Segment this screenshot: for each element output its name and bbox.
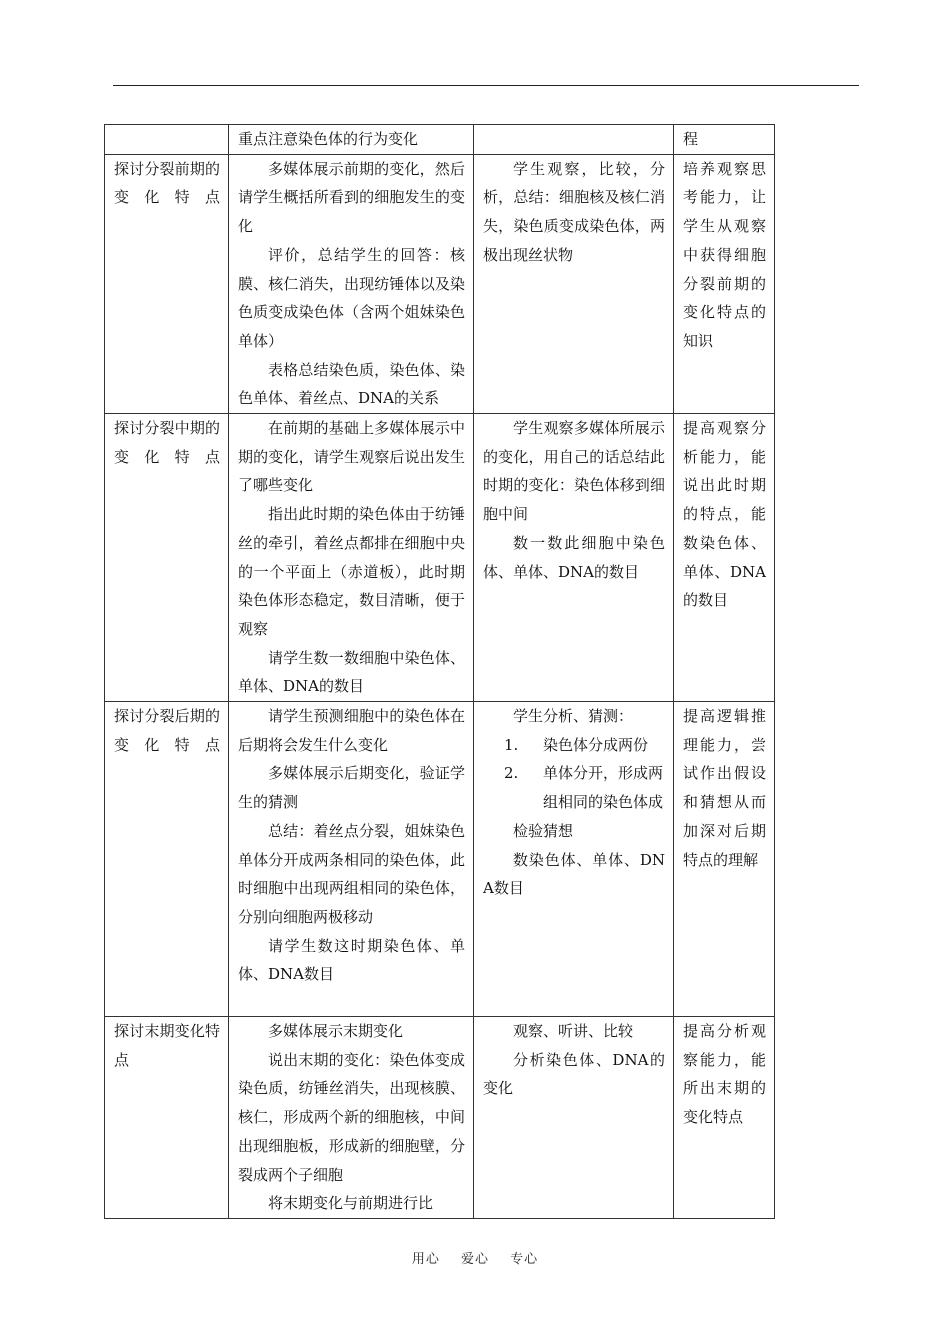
student-activity-cell [474, 1017, 674, 1219]
teacher-activity-text: 请学生数一数细胞中染色体、单体、DNA的数目 [238, 648, 465, 696]
design-intent-cell [674, 154, 775, 413]
stage-label: 探讨分裂中期的变化特点 [114, 419, 220, 466]
stage-cell [105, 154, 229, 413]
student-activity-cell [474, 154, 674, 413]
list-text: 单体分开，形成两组相同的染色体成 [543, 764, 664, 812]
teacher-activity-text: 总结：着丝点分裂，姐妹染色单体分开成两条相同的染色体，此时细胞中出现两组相同的染色体，分别向细胞两极移动 [238, 821, 465, 926]
table-row [105, 1017, 775, 1219]
design-intent-cell [674, 702, 775, 1017]
student-activity-text: 数染色体、单体、DNA数目 [483, 850, 665, 898]
teacher-activity-text: 将末期变化与前期进行比 [268, 1194, 434, 1213]
student-activity-text: 学生观察多媒体所展示的变化，用自己的话总结此时期的变化：染色体移到细胞中间 [483, 419, 665, 524]
stage-cell [105, 1017, 229, 1219]
list-item [483, 759, 665, 816]
teacher-activity-cell [229, 1017, 474, 1219]
teacher-activity-cell [229, 154, 474, 413]
student-activity-text: 观察、听讲、比较 [513, 1022, 634, 1041]
list-text: 染色体分成两份 [543, 735, 649, 754]
teacher-activity-text: 请学生预测细胞中的染色体在后期将会发生什么变化 [238, 707, 465, 754]
student-activity-text: 检验猜想 [513, 821, 574, 840]
list-number: 1. [504, 735, 519, 754]
page-footer [0, 1248, 950, 1267]
footer-text: 用心 [411, 1252, 440, 1267]
design-intent-text: 提高观察分析能力，能说出此时期的特点，能数染色体、单体、DNA的数目 [683, 419, 766, 610]
list-item [483, 731, 665, 760]
design-intent-cell [674, 125, 775, 155]
teacher-activity-text: 多媒体展示后期变化，验证学生的猜测 [238, 764, 465, 812]
table-row [105, 414, 775, 702]
design-intent-text: 程 [683, 130, 699, 148]
list-number: 2. [504, 764, 519, 783]
stage-cell [105, 702, 229, 1017]
teacher-activity-text: 评价，总结学生的回答：核膜、核仁消失，出现纺锤体以及染色质变成染色体（含两个姐妹染色单体） [238, 245, 465, 350]
student-activity-cell [474, 414, 674, 702]
footer-text: 专心 [510, 1252, 539, 1267]
stage-label: 探讨末期变化特点 [114, 1022, 220, 1069]
table-row [105, 154, 775, 413]
teacher-activity-cell [229, 702, 474, 1017]
student-activity-text: 学生观察，比较，分析，总结：细胞核及核仁消失，染色质变成染色体，两极出现丝状物 [483, 159, 665, 264]
footer-text: 爱心 [460, 1252, 489, 1267]
stage-cell [105, 125, 229, 155]
design-intent-cell [674, 414, 775, 702]
teacher-activity-text: 在前期的基础上多媒体展示中期的变化，请学生观察后说出发生了哪些变化 [238, 419, 465, 495]
teacher-activity-text: 重点注意染色体的行为变化 [238, 130, 419, 148]
table-row [105, 125, 775, 155]
teacher-activity-cell [229, 414, 474, 702]
student-activity-text: 分析染色体、DNA的变化 [483, 1050, 665, 1098]
teacher-activity-text: 请学生数这时期染色体、单体、DNA数目 [238, 936, 465, 984]
design-intent-text: 提高逻辑推理能力，尝试作出假设和猜想从而加深对后期特点的理解 [683, 707, 766, 869]
stage-label: 探讨分裂后期的变化特点 [114, 707, 220, 754]
table-row [105, 702, 775, 1017]
header-rule [113, 85, 859, 86]
design-intent-cell [674, 1017, 775, 1219]
teacher-activity-text: 指出此时期的染色体由于纺锤丝的牵引，着丝点都排在细胞中央的一个平面上（赤道板），此时期染色体形态稳定，数目清晰，便于观察 [238, 505, 465, 638]
teacher-activity-text: 说出末期的变化：染色体变成染色质，纺锤丝消失，出现核膜、核仁，形成两个新的细胞核，中间出现细胞板，形成新的细胞壁，分裂成两个子细胞 [238, 1050, 465, 1184]
teacher-activity-text: 多媒体展示末期变化 [268, 1022, 404, 1041]
teacher-activity-cell [229, 125, 474, 155]
stage-label: 探讨分裂前期的变化特点 [114, 159, 220, 207]
teacher-activity-text: 多媒体展示前期的变化，然后请学生概括所看到的细胞发生的变化 [238, 159, 465, 236]
student-activity-cell [474, 702, 674, 1017]
student-activity-text: 数一数此细胞中染色体、单体、DNA的数目 [483, 533, 665, 581]
student-activity-text: 学生分析、猜测： [513, 707, 634, 726]
lesson-plan-table [104, 124, 775, 1219]
teacher-activity-text: 表格总结染色质，染色体、染色单体、着丝点、DNA的关系 [238, 360, 465, 408]
design-intent-text: 提高分析观察能力，能所出末期的变化特点 [683, 1022, 766, 1127]
stage-cell [105, 414, 229, 702]
student-activity-cell [474, 125, 674, 155]
design-intent-text: 培养观察思考能力，让学生从观察中获得细胞分裂前期的变化特点的知识 [683, 159, 766, 350]
